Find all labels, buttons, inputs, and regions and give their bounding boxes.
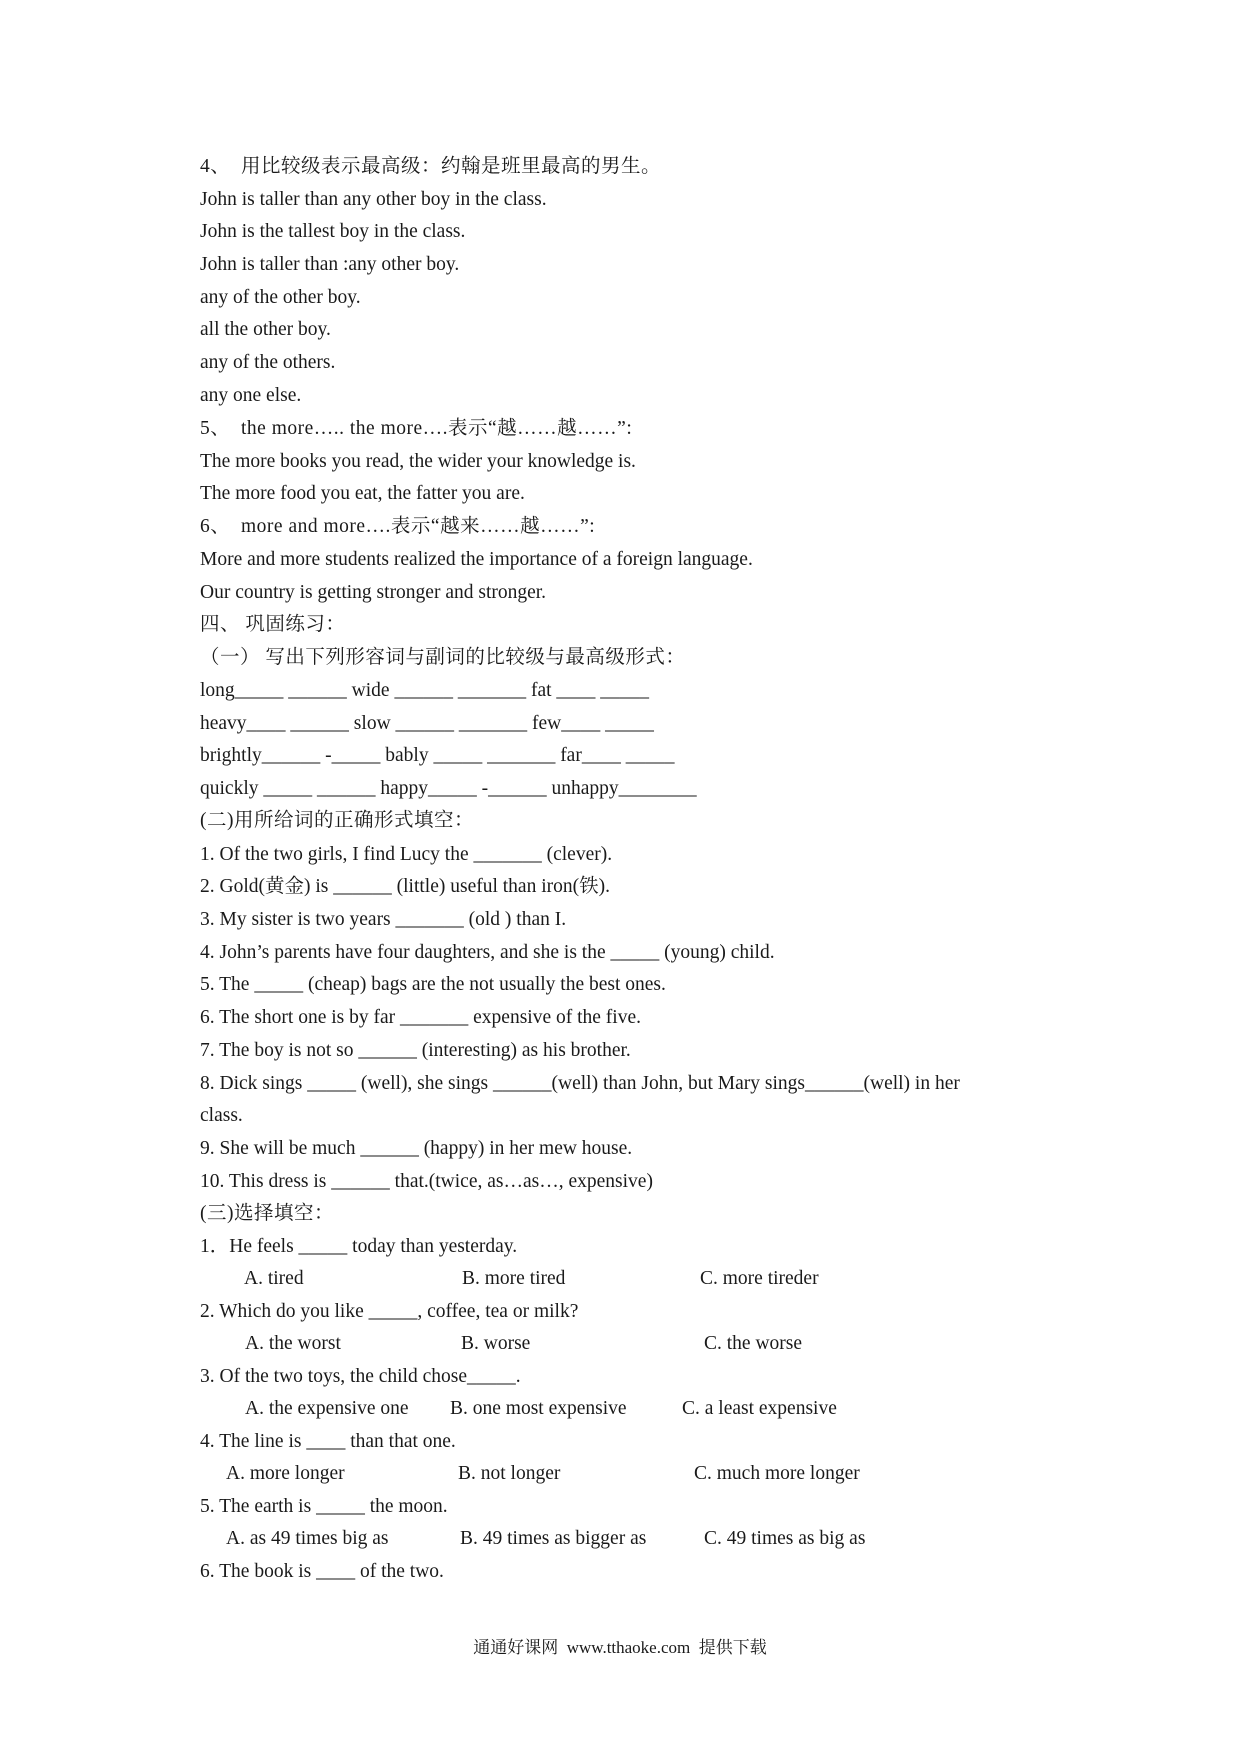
example-line: The more food you eat, the fatter you are.: [200, 483, 525, 504]
example-line: any of the other boy.: [200, 287, 361, 308]
fill-item: 5. The _____ (cheap) bags are the not usually the best ones.: [200, 974, 666, 995]
option-b: B. more tired: [462, 1268, 566, 1289]
question-stem: 5. The earth is _____ the moon.: [200, 1496, 448, 1517]
fill-row: heavy____ ______ slow ______ _______ few____ _____: [200, 713, 654, 734]
option-c: C. more tireder: [700, 1268, 819, 1289]
page-footer: 通通好课网 www.tthaoke.com 提供下载: [473, 1638, 767, 1657]
example-line: John is the tallest boy in the class.: [200, 221, 466, 242]
practice-heading: 四、 巩固练习：: [200, 614, 346, 635]
option-a: A. the expensive one: [245, 1398, 409, 1419]
item4-heading: 4、 用比较级表示最高级：约翰是班里最高的男生。: [200, 156, 662, 177]
fill-item: 2. Gold(黄金) is ______ (little) useful than iron(铁).: [200, 876, 610, 897]
example-line: Our country is getting stronger and stronger.: [200, 582, 547, 603]
part3-heading: (三)选择填空：: [200, 1203, 334, 1224]
option-c: C. the worse: [704, 1333, 803, 1354]
example-line: John is taller than any other boy in the class.: [200, 189, 547, 210]
example-line: any one else.: [200, 385, 302, 406]
option-b: B. worse: [461, 1333, 531, 1354]
example-line: More and more students realized the importance of a foreign language.: [200, 549, 753, 570]
option-c: C. a least expensive: [682, 1398, 837, 1419]
option-b: B. 49 times as bigger as: [460, 1528, 647, 1549]
fill-item: 4. John’s parents have four daughters, and she is the _____ (young) child.: [200, 942, 775, 963]
option-a: A. as 49 times big as: [226, 1528, 389, 1549]
question-stem: 2. Which do you like _____, coffee, tea or milk?: [200, 1301, 579, 1322]
fill-item: 6. The short one is by far _______ expensive of the five.: [200, 1007, 641, 1028]
fill-row: long_____ ______ wide ______ _______ fat ____ _____: [200, 680, 650, 701]
question-stem: 6. The book is ____ of the two.: [200, 1561, 444, 1582]
item6-heading: 6、 more and more….表示“越来……越……”:: [200, 516, 596, 537]
option-a: A. tired: [244, 1268, 304, 1289]
part1-heading: （一） 写出下列形容词与副词的比较级与最高级形式：: [200, 647, 686, 668]
example-line: The more books you read, the wider your knowledge is.: [200, 451, 636, 472]
example-line: any of the others.: [200, 352, 336, 373]
option-c: C. 49 times as big as: [704, 1528, 866, 1549]
question-stem: 3. Of the two toys, the child chose_____.: [200, 1366, 521, 1387]
example-line: John is taller than :any other boy.: [200, 254, 460, 275]
fill-item: 1. Of the two girls, I find Lucy the _______ (clever).: [200, 844, 613, 865]
part2-heading: (二)用所给词的正确形式填空：: [200, 810, 474, 831]
option-c: C. much more longer: [694, 1463, 860, 1484]
option-b: B. not longer: [458, 1463, 561, 1484]
option-a: A. more longer: [226, 1463, 345, 1484]
option-a: A. the worst: [245, 1333, 341, 1354]
fill-item: 3. My sister is two years _______ (old ) than I.: [200, 909, 567, 930]
fill-item: 8. Dick sings _____ (well), she sings ______(well) than John, but Mary sings______(well) in her: [200, 1073, 960, 1094]
fill-item: 10. This dress is ______ that.(twice, as…as…, expensive): [200, 1171, 653, 1192]
example-line: all the other boy.: [200, 319, 331, 340]
item5-heading: 5、 the more….. the more….表示“越……越……”:: [200, 418, 633, 439]
option-b: B. one most expensive: [450, 1398, 627, 1419]
fill-item: 9. She will be much ______ (happy) in her mew house.: [200, 1138, 633, 1159]
fill-item: 7. The boy is not so ______ (interesting) as his brother.: [200, 1040, 631, 1061]
fill-row: quickly _____ ______ happy_____ -______ unhappy________: [200, 778, 697, 799]
question-stem: 1．He feels _____ today than yesterday.: [200, 1236, 518, 1257]
fill-item-continued: class.: [200, 1105, 243, 1126]
fill-row: brightly______ -_____ bably _____ _______ far____ _____: [200, 745, 675, 766]
question-stem: 4. The line is ____ than that one.: [200, 1431, 456, 1452]
